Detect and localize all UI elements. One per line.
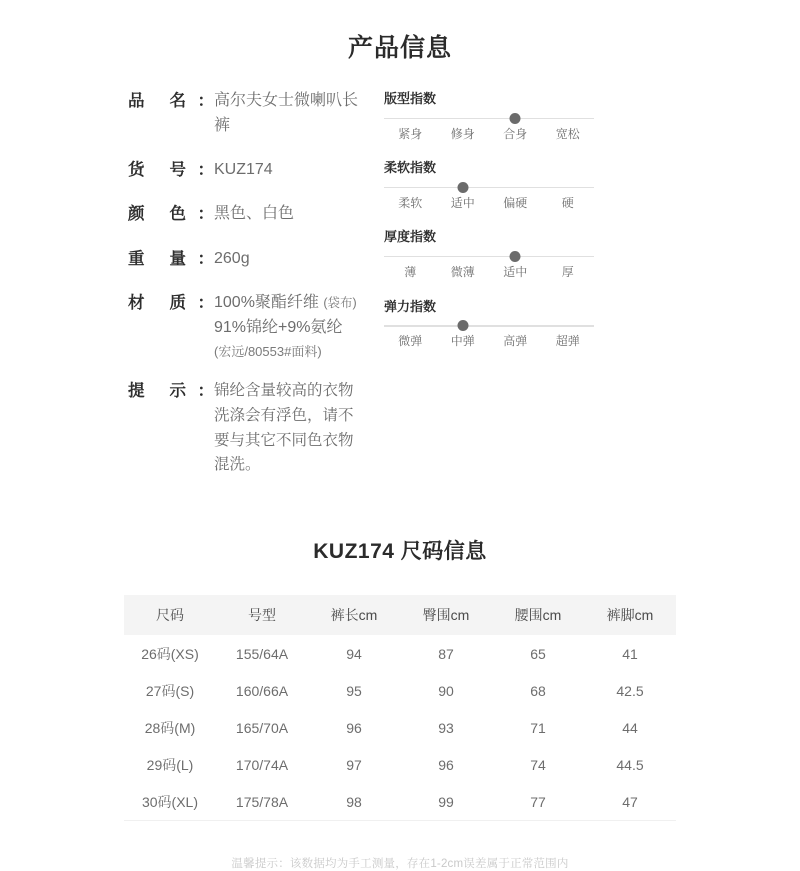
spec-value-material (214, 291, 360, 362)
size-table-body (124, 635, 676, 821)
spec-row-color (128, 202, 360, 228)
cell-leg-opening: 44.5 (584, 746, 676, 783)
material-line1-sub: (袋布) (323, 296, 357, 311)
spec-row-material (128, 291, 360, 362)
page-title: 产品信息 (347, 34, 452, 62)
cell-waist: 65 (492, 635, 584, 672)
cell-size: 30码(XL) (124, 783, 216, 821)
index-slider-elasticity (384, 320, 594, 331)
spec-value-item-no: KUZ174 (214, 160, 273, 178)
slider-track (384, 256, 594, 258)
slider-dot (510, 113, 521, 124)
index-block-softness (384, 160, 594, 211)
cell-model: 165/70A (216, 709, 308, 746)
spec-label-char-b: 色 (169, 205, 186, 224)
spec-row-weight (128, 247, 360, 273)
cell-size: 26码(XS) (124, 635, 216, 672)
index-title-elasticity: 弹力指数 (384, 298, 437, 314)
index-title-thickness: 厚度指数 (384, 229, 437, 245)
size-chart-title: KUZ174 尺码信息 (313, 540, 487, 564)
index-labels-softness (384, 196, 594, 212)
spec-label-char-b: 号 (169, 160, 186, 179)
index-label: 紧身 (398, 126, 423, 141)
spec-label-colon: ： (197, 382, 214, 401)
index-title-fit: 版型指数 (384, 91, 437, 106)
cell-hip: 90 (400, 672, 492, 709)
cell-size: 28码(M) (124, 709, 216, 746)
slider-track (384, 325, 594, 327)
cell-pant-length: 96 (308, 709, 400, 746)
cell-size: 27码(S) (124, 672, 216, 709)
column-header-leg-opening: 裤脚cm (584, 595, 676, 635)
index-label: 修身 (450, 126, 475, 141)
cell-waist: 74 (492, 746, 584, 783)
spec-list (0, 89, 360, 497)
spec-label-colon: ： (197, 249, 214, 268)
spec-label-char-a: 重 (128, 249, 145, 268)
index-label: 超弹 (555, 334, 580, 349)
index-label: 合身 (503, 126, 528, 141)
spec-label-item-no (128, 158, 214, 184)
index-label: 适中 (503, 264, 528, 279)
cell-model: 160/66A (216, 672, 308, 709)
cell-model: 170/74A (216, 746, 308, 783)
table-row (124, 746, 676, 783)
spec-value-name: 高尔夫女士微喇叭长裤 (214, 92, 359, 134)
index-label: 硬 (561, 195, 574, 210)
spec-label-char-b: 量 (169, 249, 186, 268)
column-header-size: 尺码 (124, 595, 216, 635)
spec-label-char-a: 材 (128, 294, 145, 313)
cell-waist: 68 (492, 672, 584, 709)
column-header-waist: 腰围cm (492, 595, 584, 635)
cell-pant-length: 98 (308, 783, 400, 821)
index-block-fit (384, 91, 594, 142)
cell-size: 29码(L) (124, 746, 216, 783)
material-line1-main: 100%聚酯纤维 (214, 294, 319, 312)
spec-label-material (128, 291, 214, 317)
slider-dot (457, 320, 468, 331)
spec-label-char-a: 品 (128, 92, 145, 110)
cell-leg-opening: 41 (584, 635, 676, 672)
index-label: 适中 (450, 195, 475, 210)
index-label: 微薄 (450, 264, 475, 279)
size-table (124, 595, 676, 821)
material-line2: 91%锦纶+9%氨纶 (214, 319, 343, 337)
spec-label-name (128, 89, 214, 115)
column-header-model: 号型 (216, 595, 308, 635)
slider-dot (457, 182, 468, 193)
spec-label-colon: ： (197, 205, 214, 224)
spec-label-char-b: 名 (169, 92, 186, 110)
spec-label-color (128, 202, 214, 228)
spec-label-char-a: 颜 (128, 205, 145, 224)
cell-hip: 93 (400, 709, 492, 746)
cell-hip: 99 (400, 783, 492, 821)
spec-row-item-no (128, 158, 360, 184)
cell-model: 155/64A (216, 635, 308, 672)
index-labels-thickness (384, 265, 594, 281)
table-row (124, 709, 676, 746)
cell-model: 175/78A (216, 783, 308, 821)
product-info-area (0, 63, 800, 497)
cell-leg-opening: 42.5 (584, 672, 676, 709)
spec-label-weight (128, 247, 214, 273)
table-row (124, 783, 676, 821)
index-block-elasticity (384, 299, 594, 350)
cell-hip: 87 (400, 635, 492, 672)
spec-label-char-a: 货 (128, 160, 145, 179)
spec-label-colon: ： (197, 294, 214, 313)
slider-dot (510, 251, 521, 262)
index-label: 柔软 (398, 195, 423, 210)
slider-track (384, 118, 594, 120)
index-labels-fit (384, 127, 594, 143)
spec-label-colon: ： (197, 160, 214, 179)
spec-label-colon: ： (197, 92, 214, 110)
index-label: 薄 (404, 264, 417, 279)
size-table-wrapper (124, 595, 676, 821)
spec-label-tip (128, 379, 214, 405)
index-label: 中弹 (450, 334, 475, 349)
column-header-pant-length: 裤长cm (308, 595, 400, 635)
index-label: 厚 (561, 264, 574, 279)
index-block-thickness (384, 229, 594, 280)
measurement-disclaimer: 温馨提示：该数据均为手工测量，存在1-2cm误差属于正常范围内 (231, 858, 569, 871)
slider-track (384, 187, 594, 189)
index-slider-fit (384, 113, 594, 124)
cell-pant-length: 97 (308, 746, 400, 783)
table-row (124, 672, 676, 709)
spec-value-weight: 260g (214, 249, 250, 267)
cell-leg-opening: 47 (584, 783, 676, 821)
index-label: 微弹 (398, 334, 423, 349)
spec-row-tip (128, 379, 360, 478)
material-line3: (宏远/80553#面料) (214, 343, 322, 359)
spec-row-name (128, 89, 360, 139)
spec-label-char-b: 示 (169, 382, 186, 401)
table-header-row (124, 595, 676, 635)
index-labels-elasticity (384, 334, 594, 350)
cell-leg-opening: 44 (584, 709, 676, 746)
index-area (384, 89, 594, 350)
cell-hip: 96 (400, 746, 492, 783)
cell-pant-length: 94 (308, 635, 400, 672)
spec-label-char-a: 提 (128, 382, 145, 401)
index-slider-softness (384, 182, 594, 193)
spec-value-tip: 锦纶含量较高的衣物洗涤会有浮色，请不要与其它不同色衣物混洗。 (214, 382, 354, 474)
index-label: 高弹 (503, 334, 528, 349)
index-label: 偏硬 (503, 195, 528, 210)
spec-label-char-b: 质 (169, 294, 186, 313)
cell-waist: 77 (492, 783, 584, 821)
cell-waist: 71 (492, 709, 584, 746)
index-label: 宽松 (555, 126, 580, 141)
table-row (124, 635, 676, 672)
spec-value-color: 黑色、白色 (214, 205, 295, 223)
cell-pant-length: 95 (308, 672, 400, 709)
index-slider-thickness (384, 251, 594, 262)
column-header-hip: 臀围cm (400, 595, 492, 635)
index-title-softness: 柔软指数 (384, 160, 437, 176)
